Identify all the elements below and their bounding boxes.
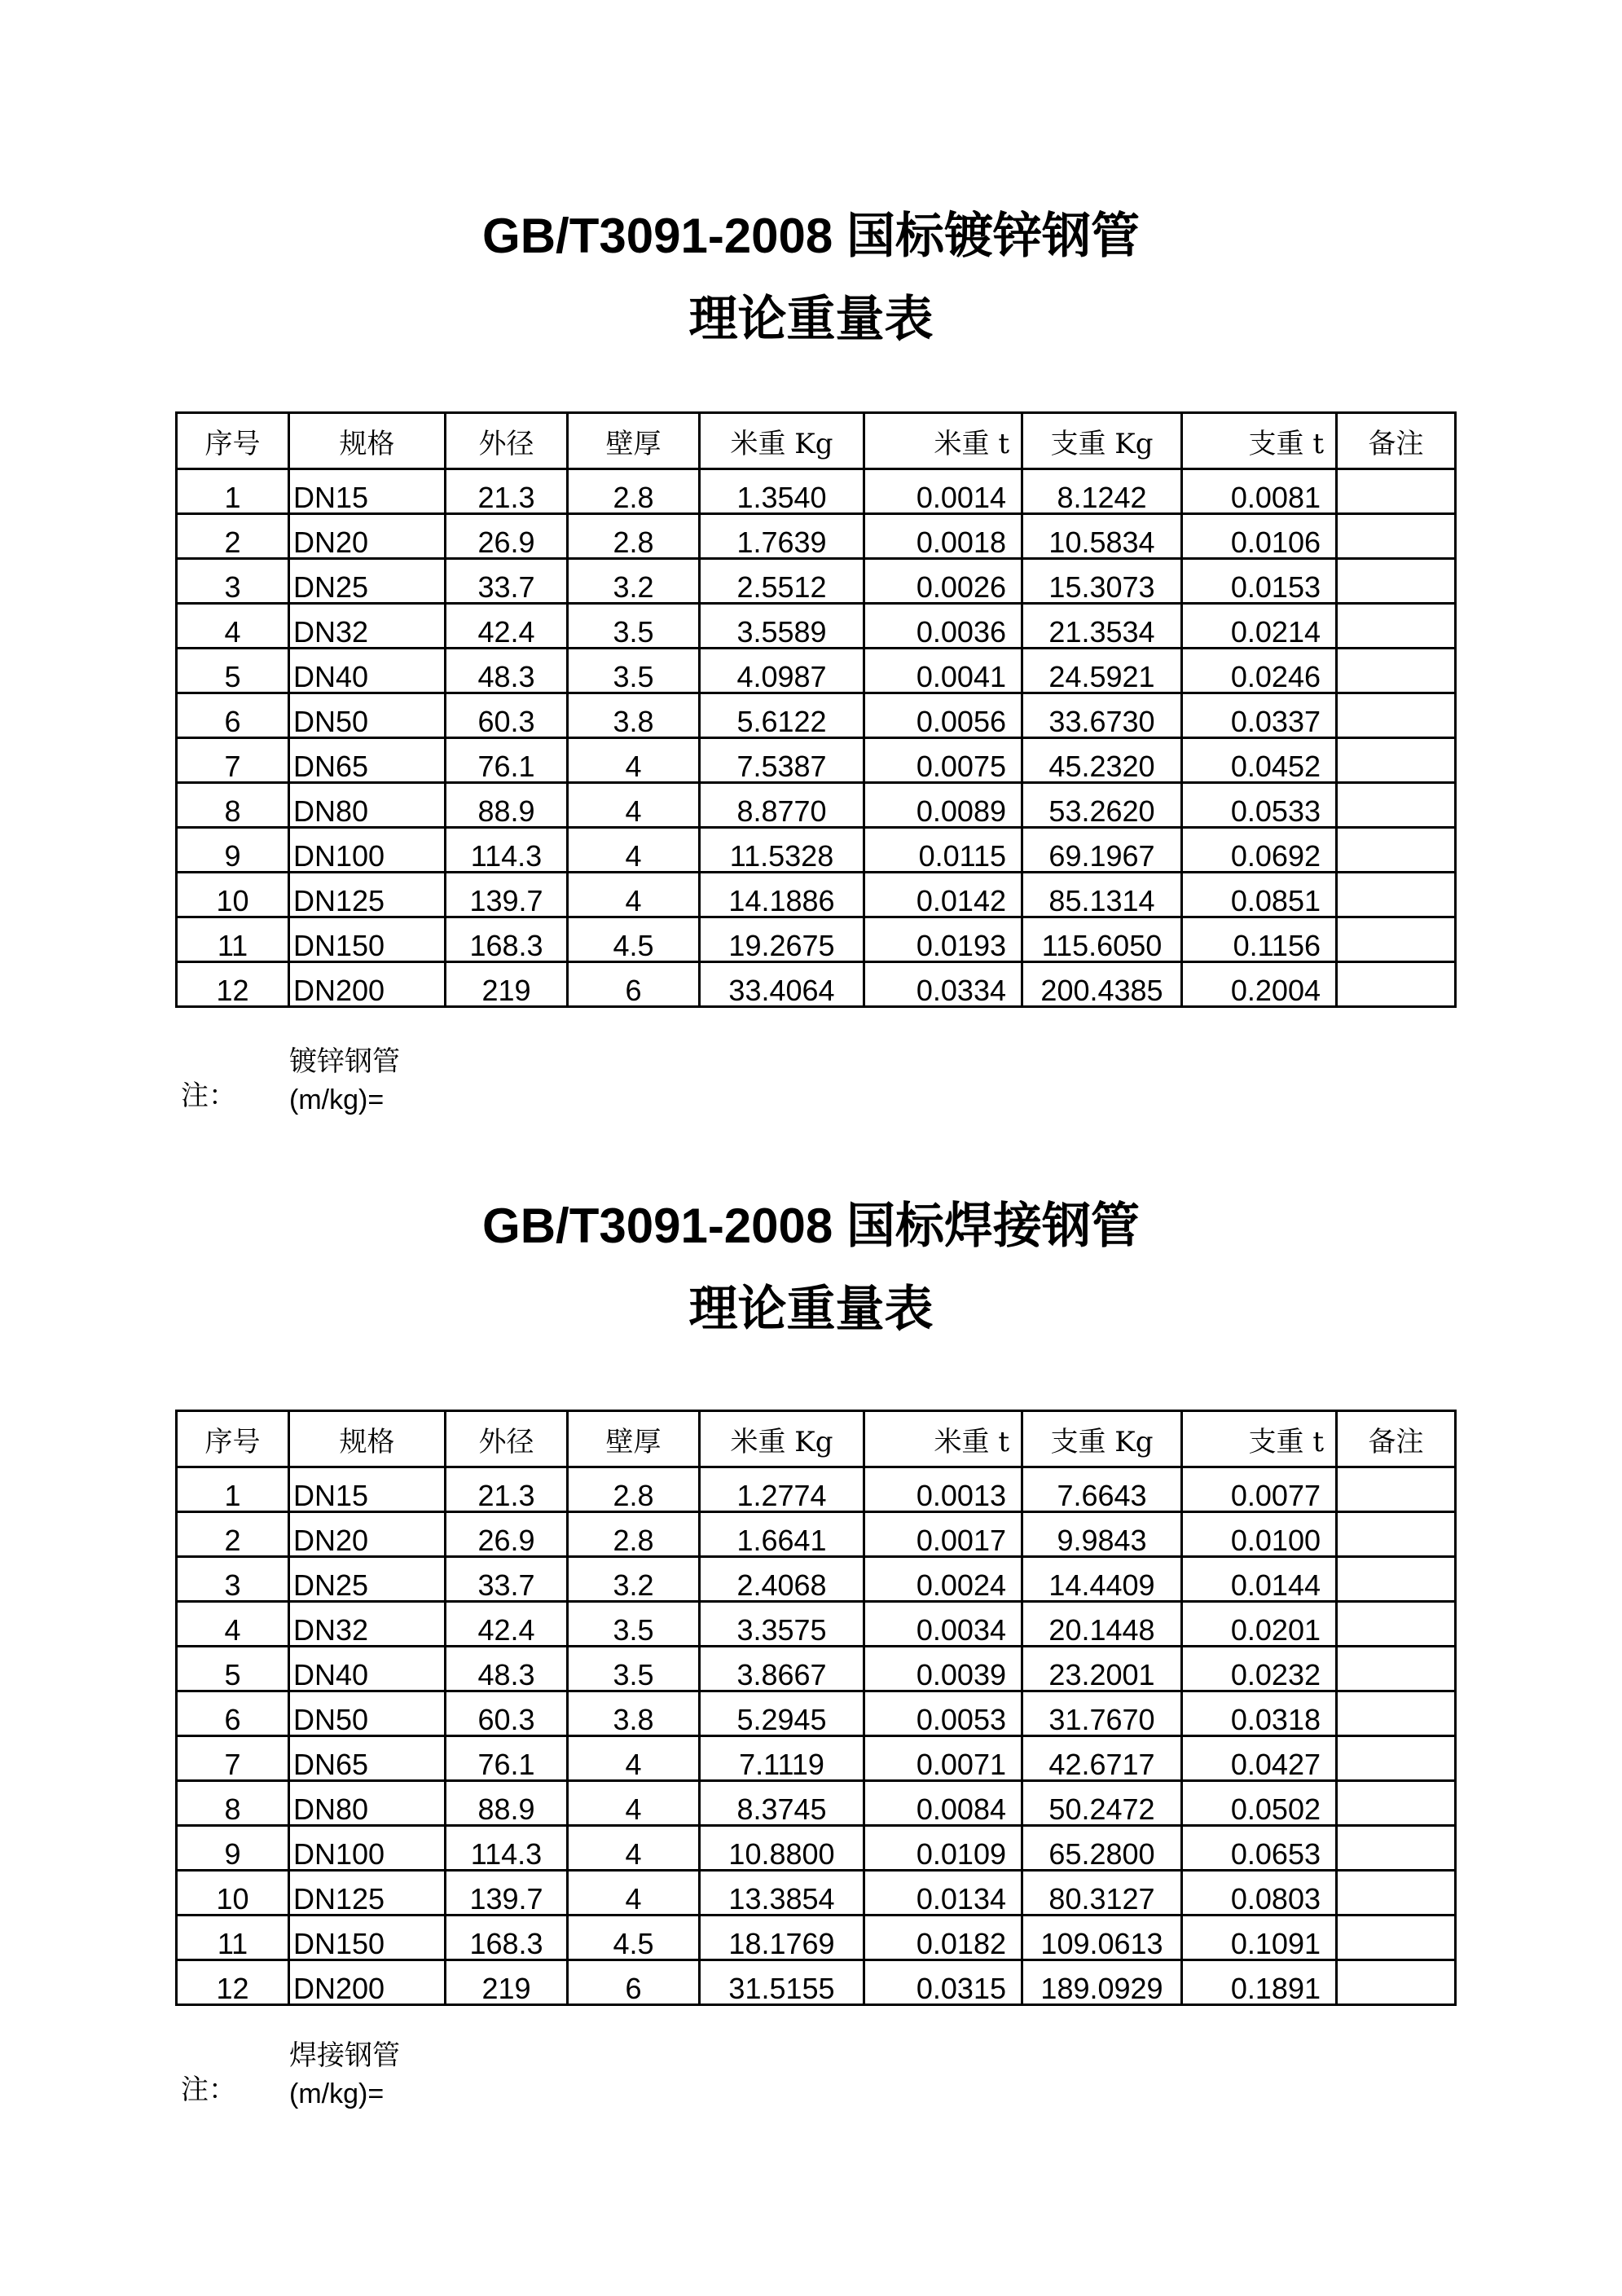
- cell-weight-per-piece-kg: 189.0929: [1022, 1960, 1182, 2005]
- column-header-weight-per-meter-kg: 米重 Kg: [700, 1411, 864, 1467]
- cell-wall-thickness: 6: [568, 1960, 700, 2005]
- cell-spec: DN20: [289, 514, 446, 559]
- cell-remarks: [1337, 1467, 1456, 1512]
- cell-wall-thickness: 4: [568, 1826, 700, 1871]
- cell-remarks: [1337, 783, 1456, 828]
- cell-weight-per-meter-t: 0.0013: [864, 1467, 1022, 1512]
- table-row: [177, 1647, 1456, 1691]
- cell-weight-per-piece-kg: 23.2001: [1022, 1647, 1182, 1691]
- cell-index: 2: [177, 514, 289, 559]
- cell-weight-per-piece-kg: 42.6717: [1022, 1736, 1182, 1781]
- cell-weight-per-meter-kg: 2.5512: [700, 559, 864, 604]
- cell-index: 8: [177, 1781, 289, 1826]
- cell-weight-per-piece-kg: 9.9843: [1022, 1512, 1182, 1557]
- cell-wall-thickness: 3.5: [568, 1602, 700, 1647]
- cell-weight-per-piece-t: 0.0232: [1182, 1647, 1337, 1691]
- cell-index: 3: [177, 559, 289, 604]
- cell-weight-per-meter-t: 0.0182: [864, 1916, 1022, 1960]
- cell-wall-thickness: 3.8: [568, 693, 700, 738]
- column-header-outer-diameter: 外径: [446, 413, 568, 469]
- column-header-outer-diameter: 外径: [446, 1411, 568, 1467]
- cell-weight-per-meter-t: 0.0334: [864, 962, 1022, 1007]
- cell-wall-thickness: 3.5: [568, 604, 700, 649]
- cell-weight-per-meter-kg: 1.2774: [700, 1467, 864, 1512]
- column-header-remarks: 备注: [1337, 1411, 1456, 1467]
- cell-weight-per-meter-t: 0.0041: [864, 649, 1022, 693]
- weight-table: [175, 1410, 1457, 2006]
- cell-weight-per-meter-t: 0.0084: [864, 1781, 1022, 1826]
- cell-remarks: [1337, 1960, 1456, 2005]
- cell-weight-per-meter-kg: 5.6122: [700, 693, 864, 738]
- cell-wall-thickness: 4: [568, 1871, 700, 1916]
- cell-outer-diameter: 48.3: [446, 1647, 568, 1691]
- cell-index: 6: [177, 693, 289, 738]
- table-body: [177, 469, 1456, 1007]
- cell-weight-per-meter-t: 0.0115: [864, 828, 1022, 873]
- page-subtitle: 理论重量表: [688, 291, 934, 348]
- note-label: 注：: [181, 1080, 236, 1112]
- cell-index: 5: [177, 1647, 289, 1691]
- page-subtitle: 理论重量表: [688, 1281, 934, 1338]
- table-header-row: [177, 1411, 1456, 1467]
- cell-weight-per-piece-t: 0.0106: [1182, 514, 1337, 559]
- cell-spec: DN200: [289, 1960, 446, 2005]
- cell-spec: DN32: [289, 1602, 446, 1647]
- cell-remarks: [1337, 1871, 1456, 1916]
- cell-weight-per-meter-kg: 3.8667: [700, 1647, 864, 1691]
- column-header-remarks: 备注: [1337, 413, 1456, 469]
- note-formula: (m/kg)=: [289, 2078, 385, 2109]
- note-text: 镀锌钢管: [289, 1045, 400, 1078]
- cell-remarks: [1337, 1647, 1456, 1691]
- cell-index: 7: [177, 738, 289, 783]
- cell-weight-per-meter-t: 0.0071: [864, 1736, 1022, 1781]
- cell-outer-diameter: 88.9: [446, 783, 568, 828]
- cell-weight-per-meter-t: 0.0056: [864, 693, 1022, 738]
- cell-weight-per-meter-kg: 14.1886: [700, 873, 864, 917]
- cell-weight-per-piece-t: 0.0214: [1182, 604, 1337, 649]
- cell-weight-per-piece-t: 0.0246: [1182, 649, 1337, 693]
- column-header-weight-per-piece-kg: 支重 Kg: [1022, 413, 1182, 469]
- cell-weight-per-piece-kg: 109.0613: [1022, 1916, 1182, 1960]
- table-row: [177, 469, 1456, 514]
- cell-weight-per-meter-kg: 4.0987: [700, 649, 864, 693]
- cell-outer-diameter: 114.3: [446, 828, 568, 873]
- cell-weight-per-piece-kg: 24.5921: [1022, 649, 1182, 693]
- table-row: [177, 1467, 1456, 1512]
- cell-index: 4: [177, 604, 289, 649]
- cell-weight-per-piece-t: 0.0851: [1182, 873, 1337, 917]
- cell-wall-thickness: 4: [568, 828, 700, 873]
- cell-outer-diameter: 26.9: [446, 514, 568, 559]
- cell-weight-per-meter-t: 0.0315: [864, 1960, 1022, 2005]
- page-title: GB/T3091-2008 国标镀锌钢管: [482, 209, 1140, 263]
- cell-index: 12: [177, 1960, 289, 2005]
- cell-index: 8: [177, 783, 289, 828]
- cell-index: 10: [177, 1871, 289, 1916]
- cell-outer-diameter: 60.3: [446, 693, 568, 738]
- cell-weight-per-piece-t: 0.0452: [1182, 738, 1337, 783]
- weight-table: [175, 411, 1457, 1008]
- cell-outer-diameter: 139.7: [446, 1871, 568, 1916]
- cell-spec: DN80: [289, 1781, 446, 1826]
- cell-spec: DN125: [289, 1871, 446, 1916]
- cell-wall-thickness: 4.5: [568, 917, 700, 962]
- cell-weight-per-meter-t: 0.0039: [864, 1647, 1022, 1691]
- cell-index: 11: [177, 1916, 289, 1960]
- cell-index: 12: [177, 962, 289, 1007]
- cell-weight-per-meter-t: 0.0134: [864, 1871, 1022, 1916]
- note-text: 焊接钢管: [289, 2039, 400, 2072]
- cell-wall-thickness: 4.5: [568, 1916, 700, 1960]
- cell-outer-diameter: 42.4: [446, 604, 568, 649]
- cell-weight-per-piece-t: 0.0533: [1182, 783, 1337, 828]
- cell-spec: DN100: [289, 1826, 446, 1871]
- cell-index: 1: [177, 1467, 289, 1512]
- cell-weight-per-meter-kg: 33.4064: [700, 962, 864, 1007]
- column-header-weight-per-meter-kg: 米重 Kg: [700, 413, 864, 469]
- table-row: [177, 559, 1456, 604]
- table-row: [177, 917, 1456, 962]
- cell-index: 9: [177, 828, 289, 873]
- cell-index: 10: [177, 873, 289, 917]
- cell-wall-thickness: 4: [568, 783, 700, 828]
- column-header-spec: 规格: [289, 1411, 446, 1467]
- cell-weight-per-meter-kg: 31.5155: [700, 1960, 864, 2005]
- page-title: GB/T3091-2008 国标焊接钢管: [482, 1199, 1140, 1253]
- cell-remarks: [1337, 738, 1456, 783]
- note-block: [181, 2033, 670, 2122]
- cell-spec: DN15: [289, 469, 446, 514]
- cell-outer-diameter: 168.3: [446, 917, 568, 962]
- table-header-row: [177, 413, 1456, 469]
- column-header-weight-per-piece-t: 支重 t: [1182, 413, 1337, 469]
- cell-weight-per-meter-t: 0.0036: [864, 604, 1022, 649]
- cell-weight-per-piece-kg: 15.3073: [1022, 559, 1182, 604]
- table-row: [177, 1602, 1456, 1647]
- cell-weight-per-meter-kg: 8.8770: [700, 783, 864, 828]
- cell-wall-thickness: 4: [568, 873, 700, 917]
- cell-wall-thickness: 4: [568, 1736, 700, 1781]
- cell-weight-per-piece-kg: 45.2320: [1022, 738, 1182, 783]
- cell-outer-diameter: 76.1: [446, 1736, 568, 1781]
- cell-remarks: [1337, 1691, 1456, 1736]
- table-row: [177, 1916, 1456, 1960]
- table-row: [177, 828, 1456, 873]
- cell-spec: DN65: [289, 738, 446, 783]
- cell-weight-per-piece-t: 0.0653: [1182, 1826, 1337, 1871]
- cell-index: 11: [177, 917, 289, 962]
- galvanized-pipe-section: [0, 204, 1622, 1115]
- cell-weight-per-meter-kg: 10.8800: [700, 1826, 864, 1871]
- cell-weight-per-piece-kg: 53.2620: [1022, 783, 1182, 828]
- table-row: [177, 962, 1456, 1007]
- cell-weight-per-meter-t: 0.0026: [864, 559, 1022, 604]
- table-row: [177, 783, 1456, 828]
- cell-weight-per-piece-kg: 20.1448: [1022, 1602, 1182, 1647]
- cell-weight-per-meter-kg: 5.2945: [700, 1691, 864, 1736]
- cell-remarks: [1337, 469, 1456, 514]
- cell-weight-per-piece-t: 0.1891: [1182, 1960, 1337, 2005]
- cell-weight-per-meter-t: 0.0193: [864, 917, 1022, 962]
- cell-weight-per-piece-kg: 7.6643: [1022, 1467, 1182, 1512]
- cell-outer-diameter: 114.3: [446, 1826, 568, 1871]
- table-body: [177, 1467, 1456, 2005]
- cell-weight-per-meter-kg: 19.2675: [700, 917, 864, 962]
- table-row: [177, 1691, 1456, 1736]
- cell-index: 1: [177, 469, 289, 514]
- column-header-weight-per-meter-t: 米重 t: [864, 1411, 1022, 1467]
- cell-weight-per-meter-t: 0.0018: [864, 514, 1022, 559]
- table-row: [177, 1781, 1456, 1826]
- cell-outer-diameter: 139.7: [446, 873, 568, 917]
- cell-wall-thickness: 2.8: [568, 514, 700, 559]
- cell-spec: DN100: [289, 828, 446, 873]
- cell-remarks: [1337, 1736, 1456, 1781]
- cell-outer-diameter: 42.4: [446, 1602, 568, 1647]
- cell-remarks: [1337, 1512, 1456, 1557]
- table-row: [177, 514, 1456, 559]
- cell-index: 5: [177, 649, 289, 693]
- cell-weight-per-piece-kg: 200.4385: [1022, 962, 1182, 1007]
- cell-weight-per-piece-kg: 10.5834: [1022, 514, 1182, 559]
- cell-spec: DN40: [289, 649, 446, 693]
- cell-weight-per-meter-t: 0.0014: [864, 469, 1022, 514]
- cell-weight-per-meter-t: 0.0142: [864, 873, 1022, 917]
- cell-index: 7: [177, 1736, 289, 1781]
- cell-weight-per-meter-kg: 1.6641: [700, 1512, 864, 1557]
- cell-remarks: [1337, 1557, 1456, 1602]
- cell-weight-per-piece-kg: 50.2472: [1022, 1781, 1182, 1826]
- note-formula: (m/kg)=: [289, 1084, 385, 1115]
- cell-weight-per-piece-t: 0.0803: [1182, 1871, 1337, 1916]
- cell-weight-per-meter-t: 0.0024: [864, 1557, 1022, 1602]
- cell-wall-thickness: 2.8: [568, 1467, 700, 1512]
- cell-weight-per-piece-kg: 80.3127: [1022, 1871, 1182, 1916]
- cell-spec: DN200: [289, 962, 446, 1007]
- cell-index: 3: [177, 1557, 289, 1602]
- cell-remarks: [1337, 1916, 1456, 1960]
- table-row: [177, 1736, 1456, 1781]
- cell-weight-per-meter-kg: 1.7639: [700, 514, 864, 559]
- cell-weight-per-piece-t: 0.0692: [1182, 828, 1337, 873]
- cell-outer-diameter: 33.7: [446, 1557, 568, 1602]
- welded-pipe-section: [0, 1194, 1622, 2109]
- cell-remarks: [1337, 1602, 1456, 1647]
- cell-weight-per-piece-kg: 115.6050: [1022, 917, 1182, 962]
- table-row: [177, 873, 1456, 917]
- cell-weight-per-meter-t: 0.0017: [864, 1512, 1022, 1557]
- cell-spec: DN50: [289, 1691, 446, 1736]
- cell-weight-per-meter-kg: 7.5387: [700, 738, 864, 783]
- cell-weight-per-meter-kg: 8.3745: [700, 1781, 864, 1826]
- table-row: [177, 1557, 1456, 1602]
- column-header-weight-per-meter-t: 米重 t: [864, 413, 1022, 469]
- cell-weight-per-piece-kg: 31.7670: [1022, 1691, 1182, 1736]
- cell-remarks: [1337, 828, 1456, 873]
- cell-weight-per-piece-t: 0.1091: [1182, 1916, 1337, 1960]
- table-row: [177, 738, 1456, 783]
- cell-weight-per-meter-kg: 2.4068: [700, 1557, 864, 1602]
- cell-outer-diameter: 21.3: [446, 469, 568, 514]
- cell-wall-thickness: 6: [568, 962, 700, 1007]
- cell-weight-per-meter-t: 0.0034: [864, 1602, 1022, 1647]
- cell-weight-per-piece-t: 0.1156: [1182, 917, 1337, 962]
- cell-spec: DN40: [289, 1647, 446, 1691]
- cell-weight-per-piece-t: 0.0201: [1182, 1602, 1337, 1647]
- cell-weight-per-piece-t: 0.0153: [1182, 559, 1337, 604]
- column-header-wall-thickness: 壁厚: [568, 1411, 700, 1467]
- cell-spec: DN32: [289, 604, 446, 649]
- cell-outer-diameter: 33.7: [446, 559, 568, 604]
- cell-weight-per-piece-t: 0.0081: [1182, 469, 1337, 514]
- cell-wall-thickness: 4: [568, 738, 700, 783]
- cell-wall-thickness: 3.2: [568, 1557, 700, 1602]
- cell-weight-per-meter-kg: 18.1769: [700, 1916, 864, 1960]
- cell-weight-per-piece-t: 0.0144: [1182, 1557, 1337, 1602]
- cell-spec: DN15: [289, 1467, 446, 1512]
- cell-weight-per-piece-t: 0.0337: [1182, 693, 1337, 738]
- table-row: [177, 649, 1456, 693]
- cell-weight-per-piece-t: 0.0077: [1182, 1467, 1337, 1512]
- cell-wall-thickness: 4: [568, 1781, 700, 1826]
- cell-spec: DN20: [289, 1512, 446, 1557]
- cell-wall-thickness: 2.8: [568, 469, 700, 514]
- cell-outer-diameter: 48.3: [446, 649, 568, 693]
- cell-weight-per-meter-t: 0.0109: [864, 1826, 1022, 1871]
- cell-weight-per-meter-kg: 13.3854: [700, 1871, 864, 1916]
- cell-weight-per-meter-kg: 7.1119: [700, 1736, 864, 1781]
- cell-weight-per-piece-kg: 85.1314: [1022, 873, 1182, 917]
- cell-index: 9: [177, 1826, 289, 1871]
- cell-remarks: [1337, 873, 1456, 917]
- cell-outer-diameter: 168.3: [446, 1916, 568, 1960]
- cell-spec: DN25: [289, 1557, 446, 1602]
- cell-wall-thickness: 3.5: [568, 1647, 700, 1691]
- table-row: [177, 1960, 1456, 2005]
- note-label: 注：: [181, 2074, 236, 2106]
- cell-remarks: [1337, 604, 1456, 649]
- cell-remarks: [1337, 559, 1456, 604]
- cell-remarks: [1337, 917, 1456, 962]
- table-row: [177, 604, 1456, 649]
- cell-spec: DN65: [289, 1736, 446, 1781]
- cell-wall-thickness: 2.8: [568, 1512, 700, 1557]
- cell-weight-per-meter-kg: 3.3575: [700, 1602, 864, 1647]
- cell-spec: DN150: [289, 917, 446, 962]
- cell-wall-thickness: 3.8: [568, 1691, 700, 1736]
- table-row: [177, 1826, 1456, 1871]
- cell-weight-per-meter-t: 0.0053: [864, 1691, 1022, 1736]
- cell-outer-diameter: 76.1: [446, 738, 568, 783]
- cell-remarks: [1337, 962, 1456, 1007]
- cell-remarks: [1337, 649, 1456, 693]
- cell-wall-thickness: 3.2: [568, 559, 700, 604]
- cell-index: 6: [177, 1691, 289, 1736]
- cell-outer-diameter: 219: [446, 962, 568, 1007]
- column-header-wall-thickness: 壁厚: [568, 413, 700, 469]
- cell-remarks: [1337, 1826, 1456, 1871]
- table-row: [177, 1871, 1456, 1916]
- cell-weight-per-piece-kg: 33.6730: [1022, 693, 1182, 738]
- cell-weight-per-piece-t: 0.0502: [1182, 1781, 1337, 1826]
- column-header-weight-per-piece-kg: 支重 Kg: [1022, 1411, 1182, 1467]
- cell-weight-per-meter-kg: 3.5589: [700, 604, 864, 649]
- cell-spec: DN80: [289, 783, 446, 828]
- cell-remarks: [1337, 1781, 1456, 1826]
- cell-weight-per-piece-kg: 69.1967: [1022, 828, 1182, 873]
- cell-weight-per-piece-t: 0.0100: [1182, 1512, 1337, 1557]
- column-header-weight-per-piece-t: 支重 t: [1182, 1411, 1337, 1467]
- column-header-index: 序号: [177, 1411, 289, 1467]
- table-row: [177, 693, 1456, 738]
- cell-spec: DN25: [289, 559, 446, 604]
- cell-spec: DN50: [289, 693, 446, 738]
- cell-outer-diameter: 88.9: [446, 1781, 568, 1826]
- cell-weight-per-piece-t: 0.0427: [1182, 1736, 1337, 1781]
- cell-spec: DN150: [289, 1916, 446, 1960]
- column-header-index: 序号: [177, 413, 289, 469]
- cell-spec: DN125: [289, 873, 446, 917]
- cell-weight-per-piece-t: 0.2004: [1182, 962, 1337, 1007]
- cell-weight-per-meter-t: 0.0075: [864, 738, 1022, 783]
- cell-outer-diameter: 21.3: [446, 1467, 568, 1512]
- cell-weight-per-piece-t: 0.0318: [1182, 1691, 1337, 1736]
- cell-remarks: [1337, 693, 1456, 738]
- cell-wall-thickness: 3.5: [568, 649, 700, 693]
- cell-weight-per-meter-kg: 11.5328: [700, 828, 864, 873]
- cell-weight-per-piece-kg: 65.2800: [1022, 1826, 1182, 1871]
- cell-weight-per-piece-kg: 21.3534: [1022, 604, 1182, 649]
- cell-weight-per-meter-t: 0.0089: [864, 783, 1022, 828]
- cell-index: 2: [177, 1512, 289, 1557]
- cell-weight-per-piece-kg: 8.1242: [1022, 469, 1182, 514]
- cell-remarks: [1337, 514, 1456, 559]
- cell-weight-per-meter-kg: 1.3540: [700, 469, 864, 514]
- table-row: [177, 1512, 1456, 1557]
- cell-outer-diameter: 219: [446, 1960, 568, 2005]
- cell-weight-per-piece-kg: 14.4409: [1022, 1557, 1182, 1602]
- column-header-spec: 规格: [289, 413, 446, 469]
- cell-index: 4: [177, 1602, 289, 1647]
- cell-outer-diameter: 26.9: [446, 1512, 568, 1557]
- note-block: [181, 1039, 670, 1128]
- cell-outer-diameter: 60.3: [446, 1691, 568, 1736]
